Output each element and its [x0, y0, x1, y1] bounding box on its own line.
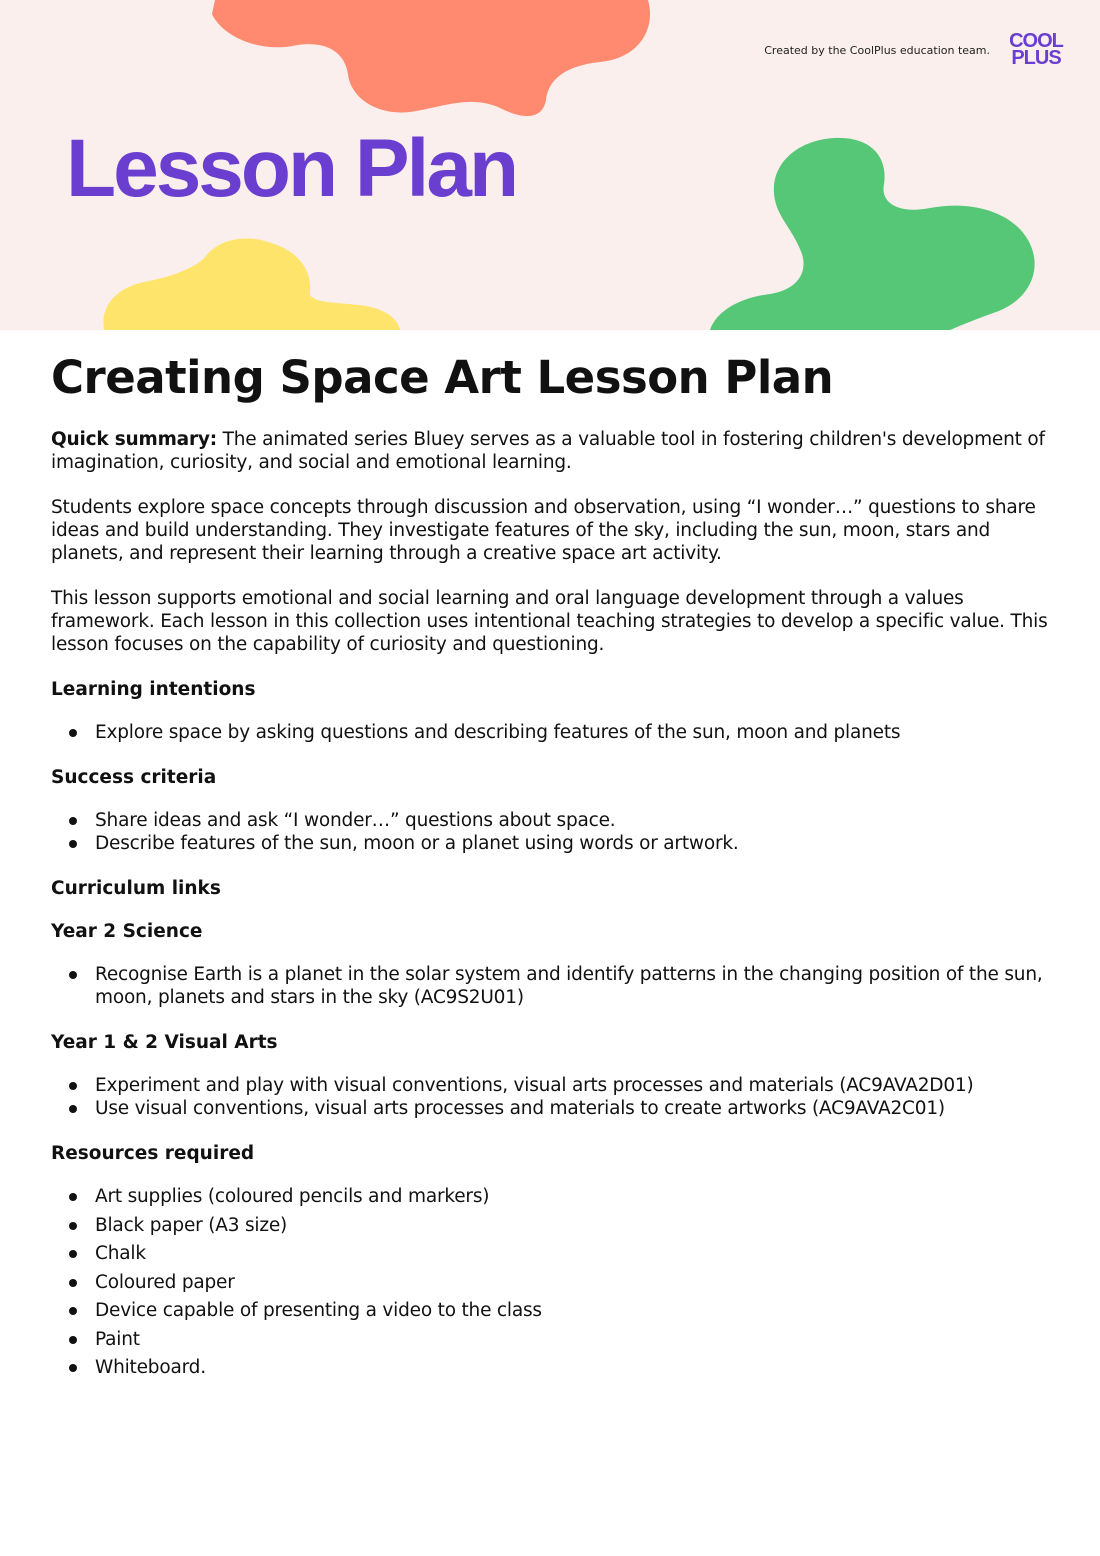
coral-blob: [212, 0, 650, 116]
list-item: Chalk: [51, 1242, 1051, 1265]
list-item: Explore space by asking questions and describing features of the sun, moon and planets: [51, 721, 1051, 744]
resources-list: [51, 1185, 1051, 1379]
document-content: [51, 350, 1051, 1401]
values-paragraph: This lesson supports emotional and social learning and oral language development through a values framework. Each lesson in this collection uses intentional teaching strategies to develop a specific value. This lesson focuses on the capability of curiosity and questioning.: [51, 588, 1048, 655]
header-banner: [0, 0, 1100, 330]
learning-intentions-list: [51, 721, 1051, 744]
quick-summary-text: The animated series Bluey serves as a valuable tool in fostering children's development of imagination, curiosity, and social and emotional learning.: [51, 429, 1045, 473]
logo-line-cool: COOL: [1009, 30, 1063, 52]
credit-text: Created by the CoolPlus education team.: [764, 44, 990, 57]
list-item: Coloured paper: [51, 1271, 1051, 1294]
list-item: Describe features of the sun, moon or a planet using words or artwork.: [51, 832, 1051, 855]
overview-paragraph: Students explore space concepts through discussion and observation, using “I wonder…” questions to share ideas and build understanding. They investigate features of the sky, including the sun, moon, stars and planets, and represent their learning through a creative space art activity.: [51, 497, 1036, 564]
list-item: Recognise Earth is a planet in the solar system and identify patterns in the changing position of the sun, moon, planets and stars in the sky (AC9S2U01): [51, 963, 1051, 1009]
learning-intentions-heading: Learning intentions: [51, 679, 256, 700]
list-item: Paint: [51, 1328, 1051, 1351]
curriculum-links-heading: Curriculum links: [51, 878, 221, 899]
green-blob: [710, 138, 1035, 330]
quick-summary: [51, 428, 1051, 474]
success-criteria-heading: Success criteria: [51, 767, 217, 788]
science-list: [51, 963, 1051, 1009]
list-item: Share ideas and ask “I wonder…” questions about space.: [51, 809, 1051, 832]
list-item: Art supplies (coloured pencils and markers): [51, 1185, 1051, 1208]
document-title: Creating Space Art Lesson Plan: [51, 351, 834, 404]
list-item: Device capable of presenting a video to the class: [51, 1299, 1051, 1322]
list-item: Black paper (A3 size): [51, 1214, 1051, 1237]
visual-arts-heading: Year 1 & 2 Visual Arts: [51, 1032, 278, 1053]
banner-title: Lesson Plan: [66, 123, 517, 214]
coolplus-logo: [1005, 30, 1067, 69]
quick-summary-label: Quick summary:: [51, 429, 217, 450]
list-item: Whiteboard.: [51, 1356, 1051, 1379]
list-item: Use visual conventions, visual arts processes and materials to create artworks (AC9AVA2C01): [51, 1097, 1051, 1120]
resources-heading: Resources required: [51, 1143, 255, 1164]
list-item: Experiment and play with visual conventions, visual arts processes and materials (AC9AVA2D01): [51, 1074, 1051, 1097]
science-heading: Year 2 Science: [51, 921, 203, 942]
logo-line-plus: PLUS: [1011, 47, 1061, 69]
visual-arts-list: [51, 1074, 1051, 1120]
yellow-blob: [103, 238, 400, 330]
success-criteria-list: [51, 809, 1051, 855]
